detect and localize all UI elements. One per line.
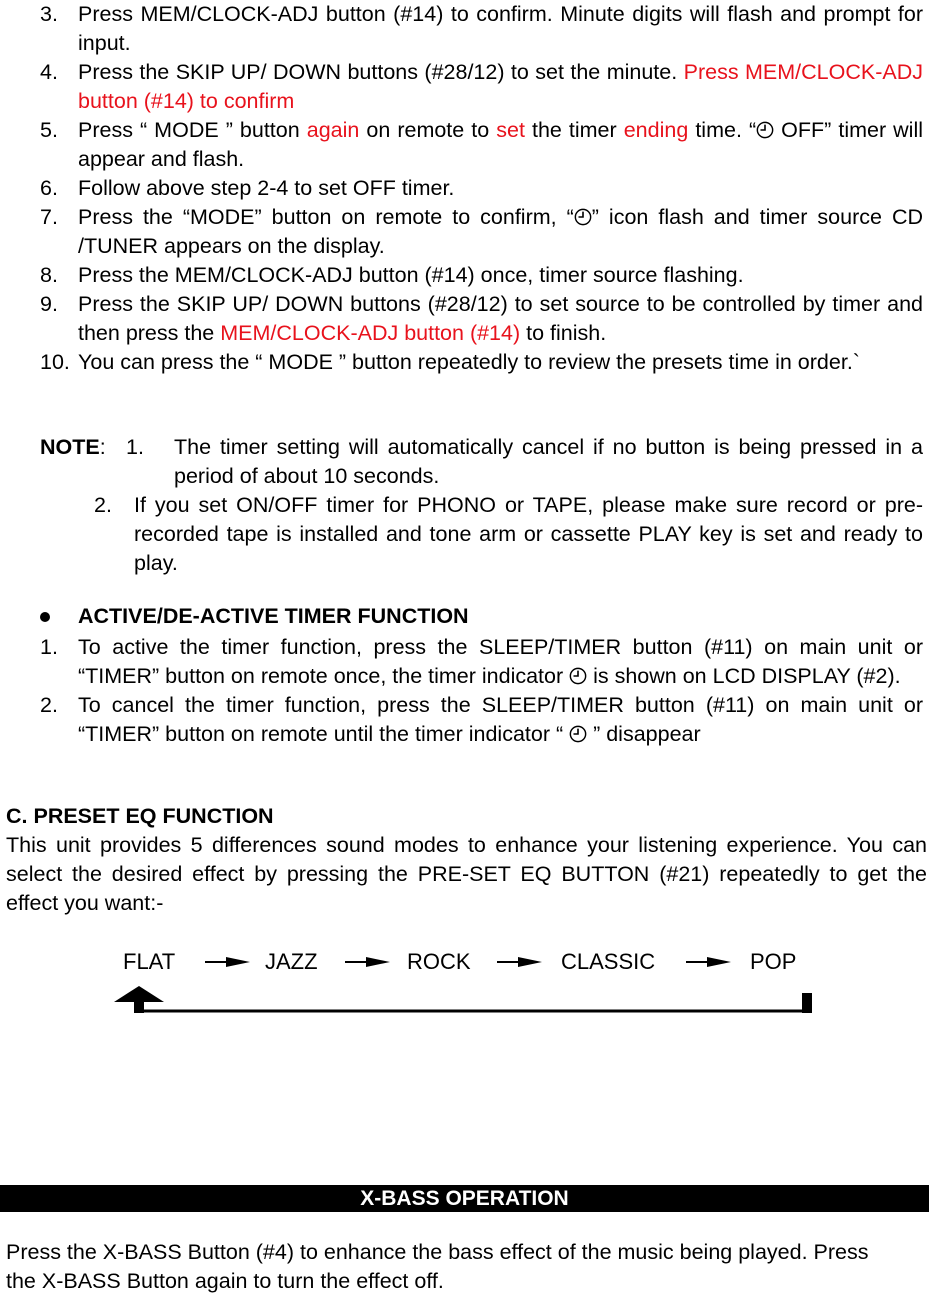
- timer-steps-list: [40, 0, 923, 377]
- note-item: [94, 491, 923, 578]
- step-item-number: 4.: [40, 60, 58, 84]
- step-text: You can press the “ MODE ” button repeatedly to review the presets time in order.`: [78, 350, 860, 374]
- highlighted-text: Press MEM/CLOCK-ADJ button (#14) to confirm: [78, 60, 923, 113]
- step-text: ” icon flash and timer source CD /TUNER appears on the display.: [78, 205, 923, 258]
- highlighted-text: MEM/CLOCK-ADJ button (#14): [220, 321, 521, 345]
- clock-icon: [756, 121, 774, 139]
- step-text: Press the MEM/CLOCK-ADJ button (#14) once, timer source flashing.: [78, 263, 744, 287]
- arrow-right-icon: [205, 957, 250, 967]
- note-item: [126, 433, 923, 491]
- eq-cycle-diagram: [0, 940, 929, 1030]
- step-item-text: [78, 261, 923, 290]
- eq-mode-pop: POP: [750, 949, 797, 974]
- eq-mode-flat: FLAT: [123, 949, 176, 974]
- highlighted-text: again: [306, 118, 360, 142]
- note-item-text: The timer setting will automatically cancel if no button is being pressed in a period of about 10 seconds.: [174, 435, 923, 488]
- step-text: Follow above step 2-4 to set OFF timer.: [78, 176, 455, 200]
- step-item-number: 8.: [40, 263, 58, 287]
- step-text: To cancel the timer function, press the SLEEP/TIMER button (#11) on main unit or “TIMER” button on remote until the timer indicator “: [78, 693, 923, 746]
- active-timer-item: [40, 633, 923, 691]
- active-timer-item: [40, 691, 923, 749]
- preset-eq-title: C. PRESET EQ FUNCTION: [6, 804, 274, 828]
- step-text: Press “ MODE ” button: [78, 118, 307, 142]
- step-item-number: 7.: [40, 205, 58, 229]
- note-block: [40, 433, 923, 578]
- step-item-number: 10.: [40, 350, 70, 374]
- step-item: [40, 0, 923, 58]
- step-text: on remote to: [359, 118, 497, 142]
- step-item-text: [78, 348, 923, 377]
- step-text: Press the SKIP UP/ DOWN buttons (#28/12) to set the minute.: [78, 60, 684, 84]
- preset-eq-section: [6, 802, 927, 918]
- step-item-text: [78, 174, 923, 203]
- step-item: [40, 116, 923, 174]
- active-timer-title: ACTIVE/DE-ACTIVE TIMER FUNCTION: [78, 604, 469, 628]
- step-text: the timer: [524, 118, 624, 142]
- step-item-text: [78, 203, 923, 261]
- clock-icon: [569, 667, 587, 685]
- step-text: to finish.: [520, 321, 607, 345]
- step-item: [40, 290, 923, 348]
- step-item-number: 5.: [40, 118, 58, 142]
- active-timer-item-number: 2.: [40, 693, 58, 717]
- active-timer-heading: [40, 602, 469, 631]
- eq-mode-classic: CLASSIC: [561, 949, 656, 974]
- loop-back-arrow-icon: [114, 986, 812, 1013]
- step-text: time. “: [688, 118, 757, 142]
- step-item-number: 6.: [40, 176, 58, 200]
- step-item-text: [78, 290, 923, 348]
- step-text: OFF” timer will appear and flash.: [78, 118, 924, 171]
- step-text: To active the timer function, press the SLEEP/TIMER button (#11) on main unit or “TIMER” button on remote once, the timer indicator: [78, 635, 923, 688]
- step-item-text: [78, 58, 923, 116]
- active-timer-list: [40, 633, 923, 749]
- clock-icon: [574, 208, 592, 226]
- eq-mode-jazz: JAZZ: [265, 949, 318, 974]
- active-timer-item-text: [78, 633, 923, 691]
- active-timer-item-text: [78, 691, 923, 749]
- eq-mode-rock: ROCK: [407, 949, 471, 974]
- step-item: [40, 203, 923, 261]
- xbass-title: X-BASS OPERATION: [360, 1187, 569, 1210]
- step-text: ” disappear: [587, 722, 701, 746]
- note-label: NOTE:: [40, 435, 106, 459]
- step-item-text: [78, 116, 923, 174]
- active-timer-item-number: 1.: [40, 635, 58, 659]
- step-item-text: [78, 0, 923, 58]
- note-item-number: 1.: [126, 435, 144, 459]
- step-item-number: 3.: [40, 2, 58, 26]
- step-item: [40, 174, 923, 203]
- step-text: Press MEM/CLOCK-ADJ button (#14) to confirm. Minute digits will flash and prompt for input.: [78, 2, 923, 55]
- note-item-text: If you set ON/OFF timer for PHONO or TAPE, please make sure record or pre-recorded tape is installed and tone arm or cassette PLAY key is set and ready to play.: [134, 493, 923, 575]
- xbass-body: Press the X-BASS Button (#4) to enhance the bass effect of the music being played. Press the X-BASS Button again to turn the effect off.: [6, 1240, 869, 1293]
- step-item: [40, 58, 923, 116]
- highlighted-text: set: [496, 118, 525, 142]
- highlighted-text: ending: [623, 118, 689, 142]
- arrow-right-icon: [497, 957, 542, 967]
- step-text: is shown on LCD DISPLAY (#2).: [587, 664, 901, 688]
- note-item-number: 2.: [94, 493, 112, 517]
- step-text: Press the SKIP UP/ DOWN buttons (#28/12) to set source to be controlled by timer and then press the: [78, 292, 923, 345]
- step-item: [40, 261, 923, 290]
- xbass-heading-bar: [0, 1185, 929, 1212]
- arrow-right-icon: [345, 957, 390, 967]
- step-item-number: 9.: [40, 292, 58, 316]
- preset-eq-body: This unit provides 5 differences sound modes to enhance your listening experience. You can select the desired effect by pressing the PRE-SET EQ BUTTON (#21) repeatedly to get the effect you want:-: [6, 833, 927, 915]
- step-item: [40, 348, 923, 377]
- arrow-right-icon: [686, 957, 731, 967]
- step-text: Press the “MODE” button on remote to confirm, “: [78, 205, 574, 229]
- clock-icon: [569, 725, 587, 743]
- bullet-dot-icon: [40, 612, 50, 622]
